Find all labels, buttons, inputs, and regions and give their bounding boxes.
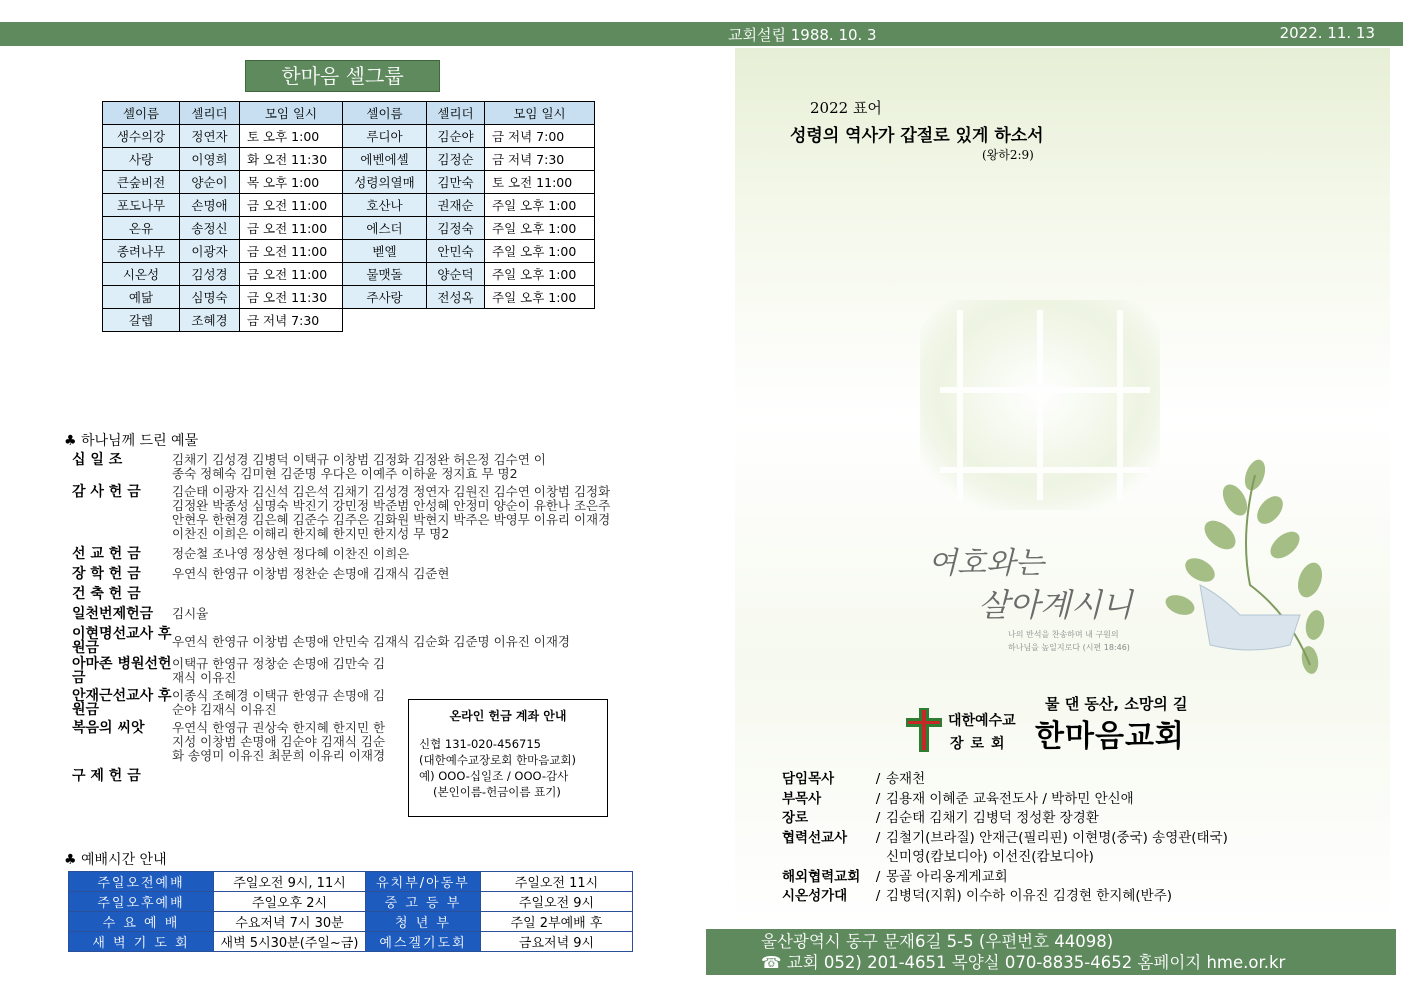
staff-value: 김병덕(지휘) 이수하 이유진 김경현 한지혜(반주) [886,888,1173,904]
table-row [103,240,595,263]
offering-names: 이택규 한영규 정창순 손명애 김만숙 김재식 이유진 [172,656,386,685]
staff-row [782,790,1228,810]
staff-value: 김철기(브라질) 안재근(필리핀) 이현명(중국) 송영관(태국) [886,829,1228,846]
separator: / [875,810,881,826]
separator: / [875,790,881,807]
table-row [69,892,633,912]
table-row [103,286,595,309]
cell-name: 주사랑 [343,286,427,309]
offering-row [72,607,617,621]
offering-row [72,453,617,481]
empty-cell [343,309,427,332]
staff-role: 시온성가대 [782,888,848,904]
table-header-row [103,102,595,125]
staff-row [782,770,1228,790]
col-header: 모임 일시 [240,102,343,125]
table-row [103,171,595,194]
cell-leader: 양순이 [180,171,240,194]
staff-list [782,770,1228,907]
cell-name: 큰숲비전 [103,171,180,194]
cell-group-title: 한마음 셀그룹 [245,60,440,92]
staff-row [782,809,1228,829]
col-header: 셀이름 [343,102,427,125]
calligraphy-line-1: 여호와는 [928,546,1044,581]
cell-time: 금 저녁 7:30 [485,148,595,171]
offering-row [72,657,617,685]
worship-label: 주일오후예배 [69,892,214,912]
worship-label: 청 년 부 [366,912,481,932]
cell-group-table [102,101,595,332]
offering-label: 선 교 헌 금 [72,546,141,562]
offering-label: 십 일 조 [72,452,123,468]
cell-leader: 전성옥 [427,286,485,309]
cell-time: 주일 오후 1:00 [485,240,595,263]
offering-names: 김시율 [172,606,209,621]
staff-role: 담임목사 [782,771,835,787]
offering-names: 김채기 김성경 김병덕 이택규 이창범 김정화 김정완 허은정 김수연 이종숙 정혜숙 김미현 김준명 우다은 이예주 이하윤 정지효 무 명2 [172,452,546,481]
worship-time: 새벽 5시30분(주일~금) [214,932,366,952]
staff-value: 신미영(캄보디아) 이선진(캄보디아) [886,849,1094,865]
online-giving-line: (본인이름-헌금이름 표기) [433,785,561,799]
staff-role: 장로 [782,810,809,826]
church-logo-cross-icon [904,706,944,754]
offering-row [72,627,617,655]
cell-time: 주일 오후 1:00 [485,194,595,217]
church-slogan: 물 댄 동산, 소망의 길 [1045,695,1188,713]
cell-time: 금 저녁 7:00 [485,125,595,148]
worship-time: 주일 2부예배 후 [481,912,633,932]
offering-label: 이현명선교사 후원금 [72,626,172,656]
table-row [103,217,595,240]
plant-illustration [1160,455,1340,685]
cell-time: 금 오전 11:00 [240,263,343,286]
offering-label: 건 축 헌 금 [72,586,141,602]
cell-time: 주일 오후 1:00 [485,286,595,309]
cell-name: 종려나무 [103,240,180,263]
online-giving-line: 예) OOO-십일조 / OOO-감사 [419,769,569,783]
offering-names [172,587,617,601]
cell-name: 성령의열매 [343,171,427,194]
staff-value: 송재천 [886,771,926,787]
bulletin-date: 2022. 11. 13 [1279,24,1375,42]
staff-value: 김순태 김채기 김병덕 정성환 장경환 [886,810,1099,826]
offering-label: 감 사 헌 금 [72,484,141,500]
cell-name: 에스더 [343,217,427,240]
cell-leader: 조혜경 [180,309,240,332]
cell-leader: 김정순 [427,148,485,171]
cell-leader: 권재순 [427,194,485,217]
worship-label: 수 요 예 배 [69,912,214,932]
cell-name: 물맷돌 [343,263,427,286]
cell-leader: 심명숙 [180,286,240,309]
worship-label: 주일오전예배 [69,872,214,892]
worship-time: 수요저녁 7시 30분 [214,912,366,932]
table-row [69,932,633,952]
empty-cell [485,309,595,332]
cell-name: 루디아 [343,125,427,148]
offering-row [72,567,617,581]
offering-label: 구 제 헌 금 [72,768,141,784]
cell-time: 화 오전 11:30 [240,148,343,171]
col-header: 셀리더 [427,102,485,125]
cell-leader: 손명애 [180,194,240,217]
offering-label: 일천번제헌금 [72,606,154,622]
cell-name: 시온성 [103,263,180,286]
cell-leader: 김정숙 [427,217,485,240]
online-giving-line: 신협 131-020-456715 [419,737,541,751]
worship-label: 예스겔기도회 [366,932,481,952]
established-date: 교회설립 1988. 10. 3 [728,26,877,44]
cell-leader: 정연자 [180,125,240,148]
cell-leader: 김만숙 [427,171,485,194]
cell-name: 온유 [103,217,180,240]
church-address: 울산광역시 동구 문재6길 5-5 (우편번호 44098) [761,932,1114,951]
staff-row [782,887,1228,907]
offering-row [72,485,617,541]
window-illustration [920,300,1160,510]
table-row [103,263,595,286]
cell-time: 금 오전 11:00 [240,240,343,263]
offering-label: 아마존 병원선헌금 [72,656,172,686]
online-giving-title: 온라인 헌금 계좌 안내 [449,709,567,723]
staff-role: 부목사 [782,790,822,807]
small-verse [1008,628,1130,654]
online-giving-line: (대한예수교장로회 한마음교회) [419,753,577,767]
cell-name: 벧엘 [343,240,427,263]
online-giving-box [408,699,608,817]
motto-year: 2022 표어 [810,99,882,117]
separator: / [875,888,881,904]
offering-row [72,547,617,561]
table-row [69,912,633,932]
cell-leader: 김성경 [180,263,240,286]
cell-time: 금 오전 11:30 [240,286,343,309]
cell-name: 사랑 [103,148,180,171]
offering-names: 우연식 한영규 이창범 손명애 안민숙 김재식 김순화 김준명 이유진 이재경 [172,634,571,649]
staff-value: 몽골 아리옹게게교회 [886,868,1008,885]
church-contact: ☎ 교회 052) 201-4651 목양실 070-8835-4652 홈페이지 hme.or.kr [761,953,1286,972]
cell-name: 포도나무 [103,194,180,217]
church-name: 한마음교회 [1035,719,1185,754]
worship-time: 주일오전 9시 [481,892,633,912]
cell-leader: 김순야 [427,125,485,148]
offering-names: 이종식 조혜경 이택규 한영규 손명애 김순야 김재식 이유진 [172,688,386,717]
cell-time: 목 오후 1:00 [240,171,343,194]
cell-time: 금 오전 11:00 [240,217,343,240]
separator: / [875,771,881,787]
cell-time: 금 저녁 7:30 [240,309,343,332]
cell-leader: 이영희 [180,148,240,171]
offerings-title: ♣ 하나님께 드린 예물 [64,433,199,449]
motto-reference: (왕하2:9) [982,148,1034,162]
cell-time: 주일 오후 1:00 [485,217,595,240]
cell-leader: 송정신 [180,217,240,240]
staff-row [782,868,1228,888]
footer-bar [706,929,1396,975]
staff-role: 해외협력교회 [782,868,861,885]
staff-row [782,829,1228,849]
worship-table [68,871,633,952]
worship-label: 유치부/아동부 [366,872,481,892]
worship-label: 새 벽 기 도 회 [69,932,214,952]
cell-name: 생수의강 [103,125,180,148]
offering-names: 우연식 한영규 이창범 정찬순 손명애 김재식 김준현 [172,566,450,581]
cell-leader: 이광자 [180,240,240,263]
denomination-line-1: 대한예수교 [948,713,1016,729]
col-header: 셀리더 [180,102,240,125]
offering-label: 복음의 씨앗 [72,720,145,736]
cell-name: 에벤에셀 [343,148,427,171]
worship-label: 중 고 등 부 [366,892,481,912]
staff-role [782,848,870,868]
offering-names: 우연식 한영규 권상숙 한지혜 한지민 한지성 이창범 손명애 김순야 김재식 김순화 송영미 이유진 최문희 이유리 이재경 [172,720,386,763]
table-row [103,309,595,332]
offering-row [72,587,617,601]
cell-time: 금 오전 11:00 [240,194,343,217]
col-header: 셀이름 [103,102,180,125]
worship-time: 주일오전 9시, 11시 [214,872,366,892]
cell-name: 갈렙 [103,309,180,332]
denomination-line-2: 장로회 [950,736,1012,752]
table-row [103,148,595,171]
table-row [69,872,633,892]
cell-name: 호산나 [343,194,427,217]
cell-leader: 안민숙 [427,240,485,263]
table-row [103,194,595,217]
worship-time: 주일오전 11시 [481,872,633,892]
small-verse-line: 나의 반석을 찬송하며 내 구원의 [1008,630,1119,639]
worship-time: 금요저녁 9시 [481,932,633,952]
cell-leader: 양순덕 [427,263,485,286]
col-header: 모임 일시 [485,102,595,125]
offering-label: 안재근선교사 후원금 [72,688,172,718]
motto: 성령의 역사가 갑절로 있게 하소서 [790,126,1044,146]
empty-cell [427,309,485,332]
cell-name: 예닮 [103,286,180,309]
offering-names: 김순태 이광자 김신석 김은석 김채기 김성경 정연자 김원진 김수연 이창범 김정화 김정완 박종성 심명숙 박진기 강민정 박준범 안성혜 안정미 양순이 유한나 조은주 안현우 한현경 김은혜 김준수 김주은 김화원 박현지 박주은 박영무 이유리 이재경 이찬진 이희은 이해리 한지혜 한지민 한지성 무 명2 [172,484,611,541]
worship-title: ♣ 예배시간 안내 [64,852,167,868]
separator: / [875,829,881,846]
staff-role: 협력선교사 [782,829,848,846]
offering-label: 장 학 헌 금 [72,566,141,582]
staff-row [782,848,1228,868]
calligraphy-line-2: 살아계시니 [978,586,1133,624]
offering-names: 정순철 조나영 정상현 정다혜 이찬진 이희은 [172,546,410,561]
cell-time: 주일 오후 1:00 [485,263,595,286]
cell-time: 토 오후 1:00 [240,125,343,148]
small-verse-line: 하나님을 높일지로다 (시편 18:46) [1008,643,1130,652]
table-row [103,125,595,148]
top-bar [0,22,1403,46]
worship-time: 주일오후 2시 [214,892,366,912]
staff-value: 김용재 이혜준 교육전도사 / 박하민 안신애 [886,790,1134,807]
cell-time: 토 오전 11:00 [485,171,595,194]
separator [870,848,886,868]
separator: / [875,868,881,885]
